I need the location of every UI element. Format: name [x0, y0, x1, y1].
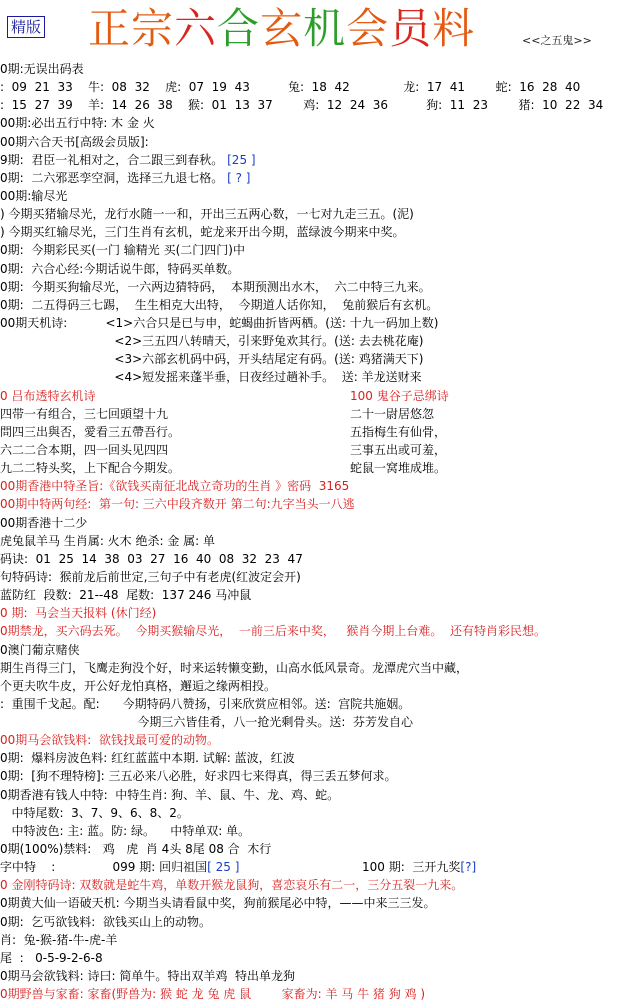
line-text: 00期香港十二少: [0, 515, 88, 530]
line-text: 0 期: 马会当天报料 (休门经): [0, 606, 157, 621]
line-right-column: [350, 423, 446, 441]
line-text: 0期: 二五得码三七踢， 生生相克大出特， 今期道人话你知， 兔前猴后有玄机。: [0, 297, 439, 312]
line-text: 0期(100%)禁料: 鸡 虎 肖 4头 8尾 08 合 木行: [0, 842, 272, 857]
page-header: [0, 0, 621, 62]
title-char: 会: [346, 4, 390, 53]
text-line: [0, 604, 621, 622]
right-text: 二十一尉居悠忽: [350, 406, 435, 421]
line-tail-code: [ 25 ]: [207, 860, 240, 875]
text-line: [0, 96, 621, 114]
line-text: 今期三六皆佳肴，八一抢光剩骨头。送: 芬芳发自心: [0, 715, 413, 730]
title-char: 料: [432, 4, 476, 53]
line-text: 句特码诗: 猴前龙后前世定,三句子中有老虎(红波定会开): [0, 569, 301, 584]
line-right-column: [350, 405, 434, 423]
text-line: [0, 314, 621, 332]
line-right-column: [350, 441, 446, 459]
line-right-column: [350, 459, 446, 477]
line-tail-code: [ ? ]: [223, 170, 251, 185]
line-text: 0期: 六合心经:今期话说牛郎，特码买单数。: [0, 261, 240, 276]
line-text: ) 今期买红输尽光，三门生肖有玄机，蛇龙来开出今期，蓝绿波今期来中奖。: [0, 225, 405, 240]
text-line: [0, 876, 621, 894]
line-text: : 09 21 33 牛: 08 32 虎: 07 19 43 兔: 18 42 龙: 17 41 蛇: 16 28 40: [0, 80, 581, 95]
line-right-column: [350, 387, 449, 405]
content-list: [0, 60, 621, 1003]
line-text: 虎兔鼠羊马 生肖属: 火木 绝杀: 金 属: 单: [0, 533, 216, 548]
line-text: 0期野兽与家畜: 家畜(野兽为: 猴 蛇 龙 兔 虎 鼠 家畜为: 羊 马 牛 猪 狗 鸡 ): [0, 987, 426, 1002]
text-line: [0, 368, 621, 386]
line-text: 期生肖得三门，飞鹰走狗没个好，时来运转懒变勤，山高水低风景奇。龙潭虎穴当中藏，: [0, 660, 469, 675]
text-line: [0, 550, 621, 568]
title-char: 六: [174, 4, 218, 53]
line-text: 中特尾数: 3、7、9、6、8、2。: [0, 805, 189, 820]
text-line: [0, 187, 621, 205]
line-text: 0期禁龙，买六码去死。 今期买猴输尽光， 一前三后来中奖， 猴肖今期上台难。 还有特肖彩民想。: [0, 624, 546, 639]
right-text: 100 鬼谷子忌绑诗: [350, 388, 449, 403]
line-text: 九二二特头奖，上下配合今期发。: [0, 461, 181, 476]
text-line: [0, 949, 621, 967]
text-line: [0, 749, 621, 767]
line-text: 0期: 今期买狗输尽光，一六两边猜特码， 本期预测出水木， 六二中特三九来。: [0, 279, 431, 294]
edition-badge: 精版: [7, 16, 45, 38]
line-text: <4>短发摇来蓬半垂，日夜经过趟补手。 送: 羊龙送财来: [0, 370, 422, 385]
line-text: ) 今期买猪输尽光，龙行水随一一和，开出三五两心数，一七对九走三五。(泥): [0, 207, 414, 222]
line-tail-code: [25 ]: [223, 152, 256, 167]
text-line: [0, 350, 621, 368]
line-text: <3>六部玄机码中码，开头结尾定有码。(送: 鸡猪满天下): [0, 352, 424, 367]
text-line: [0, 477, 621, 495]
line-right-column: [362, 858, 476, 876]
line-text: 00期中特两句经: 第一句: 三六中段齐数开 第二句:九字当头一八逃: [0, 497, 355, 512]
author-tag: <<之五鬼>>: [522, 34, 592, 47]
text-line: [0, 822, 621, 840]
text-line: [0, 441, 621, 459]
page-title: [88, 2, 475, 56]
line-text: 00期天机诗: <1>六合只是已与申，蛇蝎曲折皆两栖。(送: 十九一码加上数): [0, 315, 439, 330]
text-line: [0, 858, 621, 876]
text-line: [0, 659, 621, 677]
text-line: [0, 405, 621, 423]
text-line: [0, 223, 621, 241]
line-text: 00期香港中特圣旨:《欲钱买南征北战立奇功的生肖 》密码 3165: [0, 479, 350, 494]
line-text: : 15 27 39 羊: 14 26 38 猴: 01 13 37 鸡: 12 24 36 狗: 11 23 猪: 10 22 34: [0, 98, 604, 113]
line-text: 码诀: 01 25 14 38 03 27 16 40 08 32 23 47: [0, 551, 303, 566]
text-line: [0, 931, 621, 949]
title-char: 合: [217, 4, 261, 53]
text-line: [0, 296, 621, 314]
line-text: 00期:输尽光: [0, 188, 68, 203]
text-line: [0, 495, 621, 513]
text-line: [0, 804, 621, 822]
title-char: 员: [389, 4, 433, 53]
text-line: [0, 332, 621, 350]
text-line: [0, 786, 621, 804]
text-line: [0, 713, 621, 731]
text-line: [0, 60, 621, 78]
line-text: <2>三五四八转晴天，引来野兔欢其行。(送: 去去桃花庵): [0, 334, 424, 349]
text-line: [0, 133, 621, 151]
right-text: 五指梅生有仙骨，: [350, 424, 447, 439]
line-text: 0期: 二六邪恶孪空洞，选择三九退七格。: [0, 170, 224, 185]
text-line: [0, 151, 621, 169]
text-line: [0, 278, 621, 296]
title-char: 玄: [260, 4, 304, 53]
line-text: 00期:必出五行中特: 木 金 火: [0, 116, 155, 131]
text-line: [0, 586, 621, 604]
text-line: [0, 641, 621, 659]
line-text: 尾 : 0-5-9-2-6-8: [0, 950, 103, 965]
line-text: 00期马会欲钱料: 欲钱找最可爱的动物。: [0, 733, 219, 748]
text-line: [0, 514, 621, 532]
line-text: 0期香港有钱人中特: 中特生肖: 狗、羊、鼠、牛、龙、鸡、蛇。: [0, 787, 340, 802]
line-text: 0期: [狗不理特榜]: 三五必来八必胜，好求四七来得真，得三丢五梦何求。: [0, 769, 397, 784]
line-text: 0期:无误出码表: [0, 62, 84, 76]
text-line: [0, 767, 621, 785]
text-line: [0, 568, 621, 586]
line-text: 0 吕布透特玄机诗: [0, 388, 96, 403]
line-text: 四带一有组合，三七回頭望十九: [0, 406, 169, 421]
right-text: 三事五出或可羞，: [350, 442, 447, 457]
text-line: [0, 387, 621, 405]
line-text: 中特波色: 主: 蓝。防: 绿。 中特单双: 单。: [0, 823, 251, 838]
text-line: [0, 169, 621, 187]
text-line: [0, 967, 621, 985]
line-text: 个更夫吹牛皮，开公好龙怕真格，邂逅之缘两相投。: [0, 678, 277, 693]
line-text: 0期: 乞丐欲钱料: 欲钱买山上的动物。: [0, 914, 211, 929]
text-line: [0, 114, 621, 132]
text-line: [0, 205, 621, 223]
line-text: 0期: 爆料房波色料: 红红蓝蓝中本期. 试解: 蓝波，红波: [0, 751, 295, 766]
line-text: 六二二合本期，四一回头见四四: [0, 442, 169, 457]
right-text: 100 期: 三开九奖: [362, 860, 461, 875]
line-text: 00期六合天书[高级会员版]:: [0, 134, 149, 149]
line-text: 9期: 君臣一礼相对之，合二跟三到春秋。: [0, 152, 224, 167]
line-text: 0 金刚特码诗: 双数就是蛇牛鸡，单数开猴龙鼠狗，喜恋哀乐有二一，三分五裂一九来。: [0, 878, 464, 893]
right-tail-code: [?]: [460, 860, 477, 875]
text-line: [0, 695, 621, 713]
title-char: 正: [88, 4, 132, 53]
line-text: 問四三出與否，愛看三五帶吾行。: [0, 424, 181, 439]
line-text: 肖: 兔-猴-猪-牛-虎-羊: [0, 932, 118, 947]
title-char: 机: [303, 4, 347, 53]
text-line: [0, 423, 621, 441]
line-text: 0澳门葡京赌侠: [0, 642, 80, 657]
text-line: [0, 622, 621, 640]
text-line: [0, 241, 621, 259]
text-line: [0, 894, 621, 912]
text-line: [0, 985, 621, 1003]
text-line: [0, 677, 621, 695]
line-text: 蓝防红 段数: 21--48 尾数: 137 246 马冲鼠: [0, 588, 252, 603]
line-text: 0期: 今期彩民买(一门 输精光 买(二门四门)中: [0, 243, 245, 258]
text-line: [0, 459, 621, 477]
line-text: : 重围千戈起。配: 今期特码八赞扬，引来欣赏应相邻。送: 宫院共施姻。: [0, 696, 411, 711]
line-text: 0期黄大仙一语破天机: 今期当头请看鼠中奖，狗前猴尾必中特，——中来三三发。: [0, 896, 436, 911]
right-text: 蛇鼠一窝堆成堆。: [350, 461, 447, 476]
text-line: [0, 260, 621, 278]
title-char: 宗: [131, 4, 175, 53]
text-line: [0, 840, 621, 858]
text-line: [0, 731, 621, 749]
text-line: [0, 913, 621, 931]
text-line: [0, 532, 621, 550]
line-text: 字中特 : 099 期: 回归祖国: [0, 860, 208, 875]
text-line: [0, 78, 621, 96]
line-text: 0期马会欲钱料: 诗曰: 简单牛。特出双羊鸡 特出单龙狗: [0, 969, 295, 984]
